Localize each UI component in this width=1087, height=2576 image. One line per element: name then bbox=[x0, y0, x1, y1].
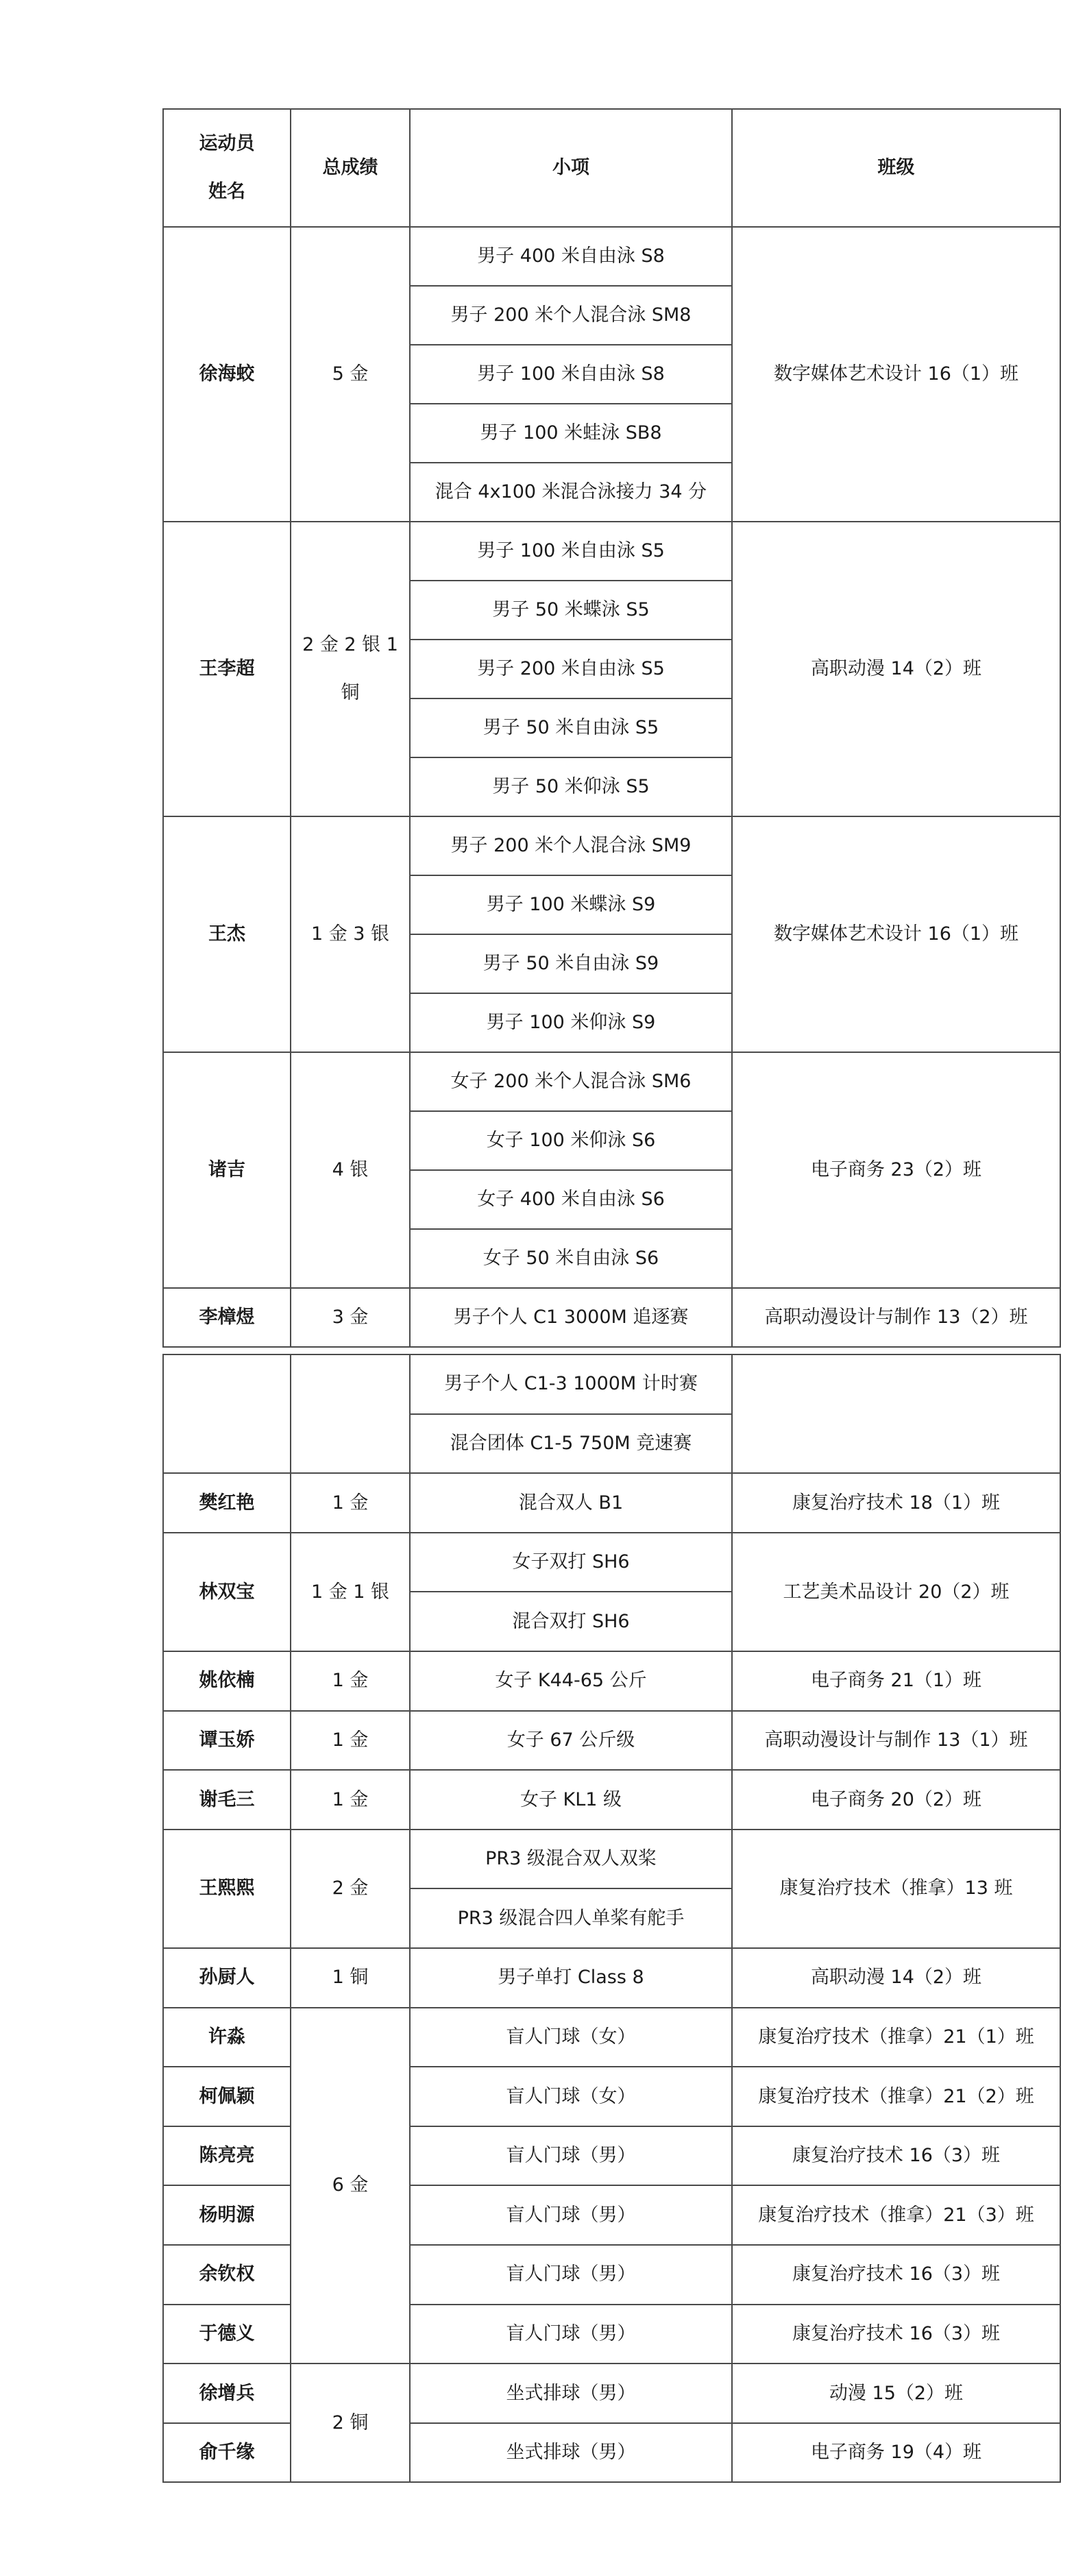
class-cell: 电子商务 23（2）班 bbox=[732, 1052, 1060, 1288]
athlete-name: 李樟煜 bbox=[163, 1288, 291, 1347]
table-row bbox=[163, 2364, 1060, 2423]
event-cell: 坐式排球（男） bbox=[410, 2423, 732, 2483]
event-cell: 盲人门球（男） bbox=[410, 2305, 732, 2364]
event-cell: 男子 50 米仰泳 S5 bbox=[410, 757, 732, 816]
athlete-name: 姚依楠 bbox=[163, 1651, 291, 1711]
event-cell: 男子 200 米个人混合泳 SM8 bbox=[410, 286, 732, 345]
event-cell: 男子 50 米自由泳 S5 bbox=[410, 698, 732, 757]
header-total: 总成绩 bbox=[291, 109, 410, 227]
event-cell: 男子 200 米自由泳 S5 bbox=[410, 640, 732, 698]
event-cell: 女子 400 米自由泳 S6 bbox=[410, 1170, 732, 1229]
total-score: 1 铜 bbox=[291, 1948, 410, 2008]
event-cell: 男子 100 米自由泳 S5 bbox=[410, 522, 732, 581]
event-cell: 男子 400 米自由泳 S8 bbox=[410, 227, 732, 286]
header-class: 班级 bbox=[732, 109, 1060, 227]
header-row bbox=[163, 109, 1060, 227]
event-cell: 盲人门球（女） bbox=[410, 2067, 732, 2126]
total-score: 1 金 1 银 bbox=[291, 1533, 410, 1651]
event-cell: 男子 100 米仰泳 S9 bbox=[410, 993, 732, 1052]
class-cell: 康复治疗技术（推拿）21（2）班 bbox=[732, 2067, 1060, 2126]
event-cell: 混合团体 C1-5 750M 竞速赛 bbox=[410, 1414, 732, 1474]
athlete-name: 徐海蛟 bbox=[163, 227, 291, 522]
class-cell-empty bbox=[732, 1354, 1060, 1473]
athlete-name: 陈亮亮 bbox=[163, 2126, 291, 2186]
table-row bbox=[163, 1830, 1060, 1889]
event-cell: 坐式排球（男） bbox=[410, 2364, 732, 2423]
class-cell: 康复治疗技术 18（1）班 bbox=[732, 1473, 1060, 1533]
class-cell: 康复治疗技术 16（3）班 bbox=[732, 2126, 1060, 2186]
athlete-name: 徐增兵 bbox=[163, 2364, 291, 2423]
athlete-name: 林双宝 bbox=[163, 1533, 291, 1651]
event-cell: 女子双打 SH6 bbox=[410, 1533, 732, 1592]
total-score: 3 金 bbox=[291, 1288, 410, 1347]
event-cell: 盲人门球（男） bbox=[410, 2245, 732, 2305]
athlete-name: 王杰 bbox=[163, 816, 291, 1052]
table-row bbox=[163, 522, 1060, 581]
athlete-name: 王熙熙 bbox=[163, 1830, 291, 1948]
class-cell: 工艺美术品设计 20（2）班 bbox=[732, 1533, 1060, 1651]
athlete-name: 谭玉娇 bbox=[163, 1711, 291, 1771]
class-cell: 康复治疗技术 16（3）班 bbox=[732, 2305, 1060, 2364]
table-row bbox=[163, 2008, 1060, 2067]
athlete-name: 诸吉 bbox=[163, 1052, 291, 1288]
event-cell: PR3 级混合双人双桨 bbox=[410, 1830, 732, 1889]
class-cell: 康复治疗技术 16（3）班 bbox=[732, 2245, 1060, 2305]
total-score: 1 金 bbox=[291, 1711, 410, 1771]
table-row bbox=[163, 1288, 1060, 1347]
athlete-name: 孙厨人 bbox=[163, 1948, 291, 2008]
athlete-name: 樊红艳 bbox=[163, 1473, 291, 1533]
total-score: 6 金 bbox=[291, 2008, 410, 2364]
total-score: 1 金 bbox=[291, 1770, 410, 1830]
class-cell: 数字媒体艺术设计 16（1）班 bbox=[732, 816, 1060, 1052]
event-cell: 混合 4x100 米混合泳接力 34 分 bbox=[410, 463, 732, 522]
event-cell: 男子 50 米蝶泳 S5 bbox=[410, 581, 732, 640]
class-cell: 高职动漫 14（2）班 bbox=[732, 522, 1060, 816]
event-cell: 女子 200 米个人混合泳 SM6 bbox=[410, 1052, 732, 1111]
event-cell: 盲人门球（女） bbox=[410, 2008, 732, 2067]
total-score: 2 金 bbox=[291, 1830, 410, 1948]
class-cell: 电子商务 21（1）班 bbox=[732, 1651, 1060, 1711]
table-row bbox=[163, 227, 1060, 286]
athlete-name: 许淼 bbox=[163, 2008, 291, 2067]
class-cell: 康复治疗技术（推拿）21（3）班 bbox=[732, 2185, 1060, 2245]
class-cell: 康复治疗技术（推拿）21（1）班 bbox=[732, 2008, 1060, 2067]
table-row bbox=[163, 1711, 1060, 1771]
total-score-empty bbox=[291, 1354, 410, 1473]
event-cell: 男子个人 C1 3000M 追逐赛 bbox=[410, 1288, 732, 1347]
header-event: 小项 bbox=[410, 109, 732, 227]
event-cell: 女子 KL1 级 bbox=[410, 1770, 732, 1830]
event-cell: 男子 200 米个人混合泳 SM9 bbox=[410, 816, 732, 875]
event-cell: 男子 100 米蝶泳 S9 bbox=[410, 875, 732, 934]
table-row bbox=[163, 1651, 1060, 1711]
table-row bbox=[163, 816, 1060, 875]
event-cell: 混合双人 B1 bbox=[410, 1473, 732, 1533]
event-cell: 男子 100 米蛙泳 SB8 bbox=[410, 404, 732, 463]
event-cell: 男子 100 米自由泳 S8 bbox=[410, 345, 732, 404]
total-score: 1 金 bbox=[291, 1473, 410, 1533]
class-cell: 电子商务 19（4）班 bbox=[732, 2423, 1060, 2483]
event-cell: 女子 50 米自由泳 S6 bbox=[410, 1229, 732, 1288]
event-cell: 女子 K44-65 公斤 bbox=[410, 1651, 732, 1711]
table-row bbox=[163, 1052, 1060, 1111]
total-score: 1 金 3 银 bbox=[291, 816, 410, 1052]
event-cell: 男子 50 米自由泳 S9 bbox=[410, 934, 732, 993]
table-row bbox=[163, 1533, 1060, 1592]
class-cell: 高职动漫设计与制作 13（1）班 bbox=[732, 1711, 1060, 1771]
event-cell: 男子单打 Class 8 bbox=[410, 1948, 732, 2008]
total-score: 2 金 2 银 1 铜 bbox=[291, 522, 410, 816]
results-table-part-2 bbox=[162, 1354, 1061, 2483]
athlete-name: 余钦权 bbox=[163, 2245, 291, 2305]
athlete-name: 杨明源 bbox=[163, 2185, 291, 2245]
total-score: 2 铜 bbox=[291, 2364, 410, 2482]
athlete-name-empty bbox=[163, 1354, 291, 1473]
class-cell: 康复治疗技术（推拿）13 班 bbox=[732, 1830, 1060, 1948]
athlete-name: 柯佩颖 bbox=[163, 2067, 291, 2126]
athlete-name: 于德义 bbox=[163, 2305, 291, 2364]
athlete-name: 王李超 bbox=[163, 522, 291, 816]
athlete-name: 谢毛三 bbox=[163, 1770, 291, 1830]
class-cell: 数字媒体艺术设计 16（1）班 bbox=[732, 227, 1060, 522]
table-row bbox=[163, 1354, 1060, 1414]
class-cell: 动漫 15（2）班 bbox=[732, 2364, 1060, 2423]
athlete-name: 俞千缘 bbox=[163, 2423, 291, 2483]
total-score: 4 银 bbox=[291, 1052, 410, 1288]
event-cell: 盲人门球（男） bbox=[410, 2126, 732, 2186]
table-row bbox=[163, 1948, 1060, 2008]
total-score: 5 金 bbox=[291, 227, 410, 522]
class-cell: 高职动漫设计与制作 13（2）班 bbox=[732, 1288, 1060, 1347]
class-cell: 高职动漫 14（2）班 bbox=[732, 1948, 1060, 2008]
event-cell: 男子个人 C1-3 1000M 计时赛 bbox=[410, 1354, 732, 1414]
class-cell: 电子商务 20（2）班 bbox=[732, 1770, 1060, 1830]
header-name: 运动员 姓名 bbox=[163, 109, 291, 227]
event-cell: PR3 级混合四人单桨有舵手 bbox=[410, 1888, 732, 1948]
table-row bbox=[163, 1473, 1060, 1533]
table-row bbox=[163, 1770, 1060, 1830]
total-score: 1 金 bbox=[291, 1651, 410, 1711]
event-cell: 混合双打 SH6 bbox=[410, 1592, 732, 1651]
event-cell: 女子 67 公斤级 bbox=[410, 1711, 732, 1771]
event-cell: 盲人门球（男） bbox=[410, 2185, 732, 2245]
results-table-part-1 bbox=[162, 108, 1061, 1348]
event-cell: 女子 100 米仰泳 S6 bbox=[410, 1111, 732, 1170]
